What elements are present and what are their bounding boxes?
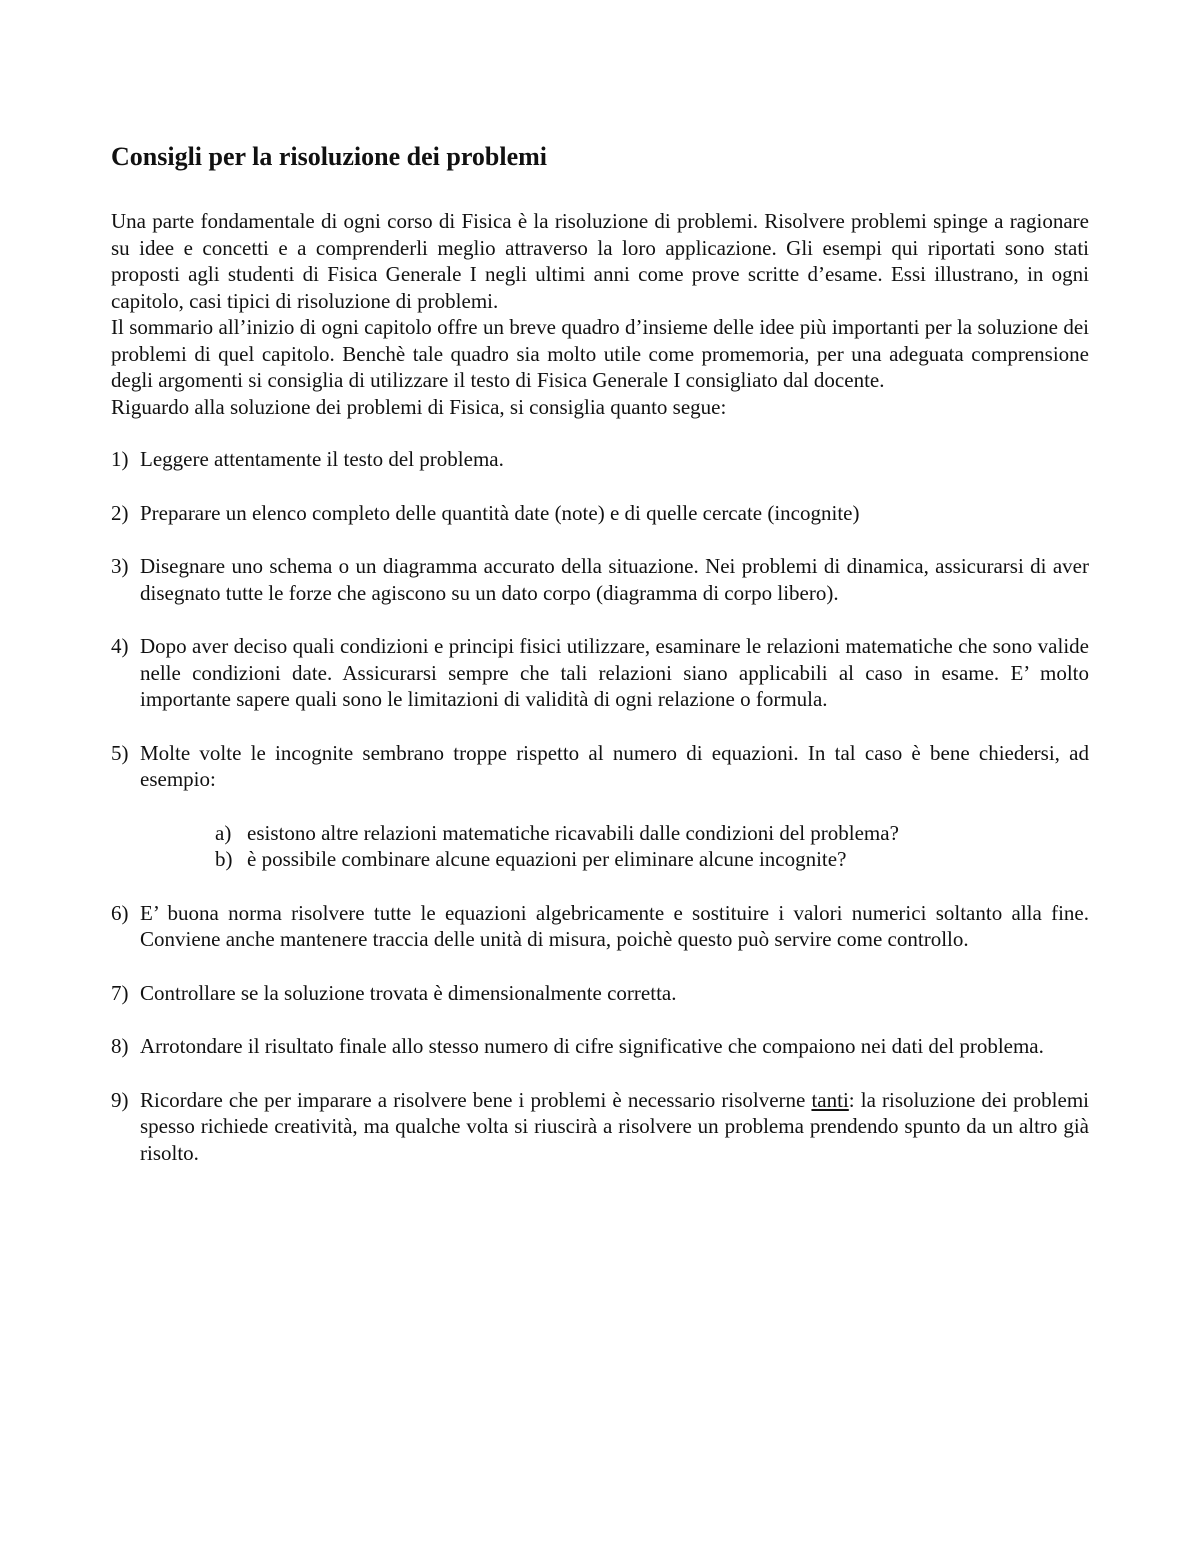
- advice-item-4: [111, 633, 1089, 713]
- advice-item-9: [111, 1087, 1089, 1167]
- advice-item-7: [111, 980, 1089, 1007]
- advice-item-text-before: Ricordare che per imparare a risolvere bene i problemi è necessario risolverne: [140, 1087, 812, 1112]
- advice-item-text: E’ buona norma risolvere tutte le equazioni algebricamente e sostituire i valori numerici soltanto alla fine. Conviene anche mantenere traccia delle unità di misura, poichè questo può servire come controllo.: [140, 900, 1089, 951]
- advice-subitem-a: [140, 820, 1089, 847]
- advice-item-3: [111, 553, 1089, 606]
- advice-item-8: [111, 1033, 1089, 1060]
- advice-subitem-text: esistono altre relazioni matematiche ricavabili dalle condizioni del problema?: [247, 820, 899, 845]
- document-title: Consigli per la risoluzione dei problemi: [111, 142, 548, 171]
- advice-item-text: Disegnare uno schema o un diagramma accurato della situazione. Nei problemi di dinamica, assicurarsi di aver disegnato tutte le forze che agiscono su un dato corpo (diagramma di corpo libero).: [140, 554, 1089, 605]
- intro-paragraph-3: Riguardo alla soluzione dei problemi di Fisica, si consiglia quanto segue:: [111, 394, 727, 419]
- advice-item-number: 5): [111, 740, 129, 765]
- advice-subitem-letter: a): [215, 820, 232, 845]
- advice-subitem-b: [140, 846, 1089, 873]
- advice-item-5: [111, 740, 1089, 873]
- advice-subitem-list: [140, 820, 1089, 873]
- advice-item-number: 1): [111, 447, 129, 471]
- advice-list: [111, 446, 1089, 1166]
- advice-item-number: 8): [111, 1034, 129, 1058]
- advice-item-text: Leggere attentamente il testo del problema.: [140, 447, 504, 471]
- advice-item-number: 9): [111, 1087, 129, 1112]
- document-content: [111, 140, 1089, 1193]
- advice-item-6: [111, 900, 1089, 953]
- advice-item-text: Molte volte le incognite sembrano troppe rispetto al numero di equazioni. In tal caso è bene chiedersi, ad esempio:: [140, 740, 1089, 791]
- advice-item-number: 4): [111, 634, 129, 658]
- advice-item-number: 3): [111, 554, 129, 578]
- advice-subitem-letter: b): [215, 847, 233, 871]
- advice-item-emphasis: tanti: [811, 1087, 849, 1112]
- advice-item-2: [111, 500, 1089, 527]
- intro-paragraph-1: Una parte fondamentale di ogni corso di Fisica è la risoluzione di problemi. Risolvere problemi spinge a ragionare su idee e concetti e a comprenderli meglio attraverso la loro applicazione. Gli esempi qui riportati sono stati proposti agli studenti di Fisica Generale I negli ultimi anni come prove scritte d’esame. Essi illustrano, in ogni capitolo, casi tipici di risoluzione di problemi.: [111, 209, 1089, 313]
- advice-item-number: 6): [111, 900, 129, 925]
- advice-item-text: Dopo aver deciso quali condizioni e principi fisici utilizzare, esaminare le relazioni matematiche che sono valide nelle condizioni date. Assicurarsi sempre che tali relazioni siano applicabili al caso in esame. E’ molto importante sapere quali sono le limitazioni di validità di ogni relazione o formula.: [140, 634, 1089, 711]
- advice-item-text-after: : la risoluzione dei problemi spesso richiede creatività, ma qualche volta si riuscirà a risolvere un problema prendendo spunto da un altro già risolto.: [140, 1087, 1089, 1165]
- advice-subitem-text: è possibile combinare alcune equazioni per eliminare alcune incognite?: [247, 847, 847, 871]
- advice-item-text: Arrotondare il risultato finale allo stesso numero di cifre significative che compaiono nei dati del problema.: [140, 1034, 1044, 1058]
- intro-paragraph-2: Il sommario all’inizio di ogni capitolo offre un breve quadro d’insieme delle idee più importanti per la soluzione dei problemi di quel capitolo. Benchè tale quadro sia molto utile come promemoria, per una adeguata comprensione degli argomenti si consiglia di utilizzare il testo di Fisica Generale I consigliato dal docente.: [111, 315, 1089, 392]
- advice-item-1: [111, 446, 1089, 473]
- advice-item-number: 7): [111, 980, 129, 1005]
- advice-item-text: Controllare se la soluzione trovata è dimensionalmente corretta.: [140, 980, 677, 1005]
- advice-item-text: Preparare un elenco completo delle quantità date (note) e di quelle cercate (incognite): [140, 500, 860, 525]
- advice-item-number: 2): [111, 500, 129, 525]
